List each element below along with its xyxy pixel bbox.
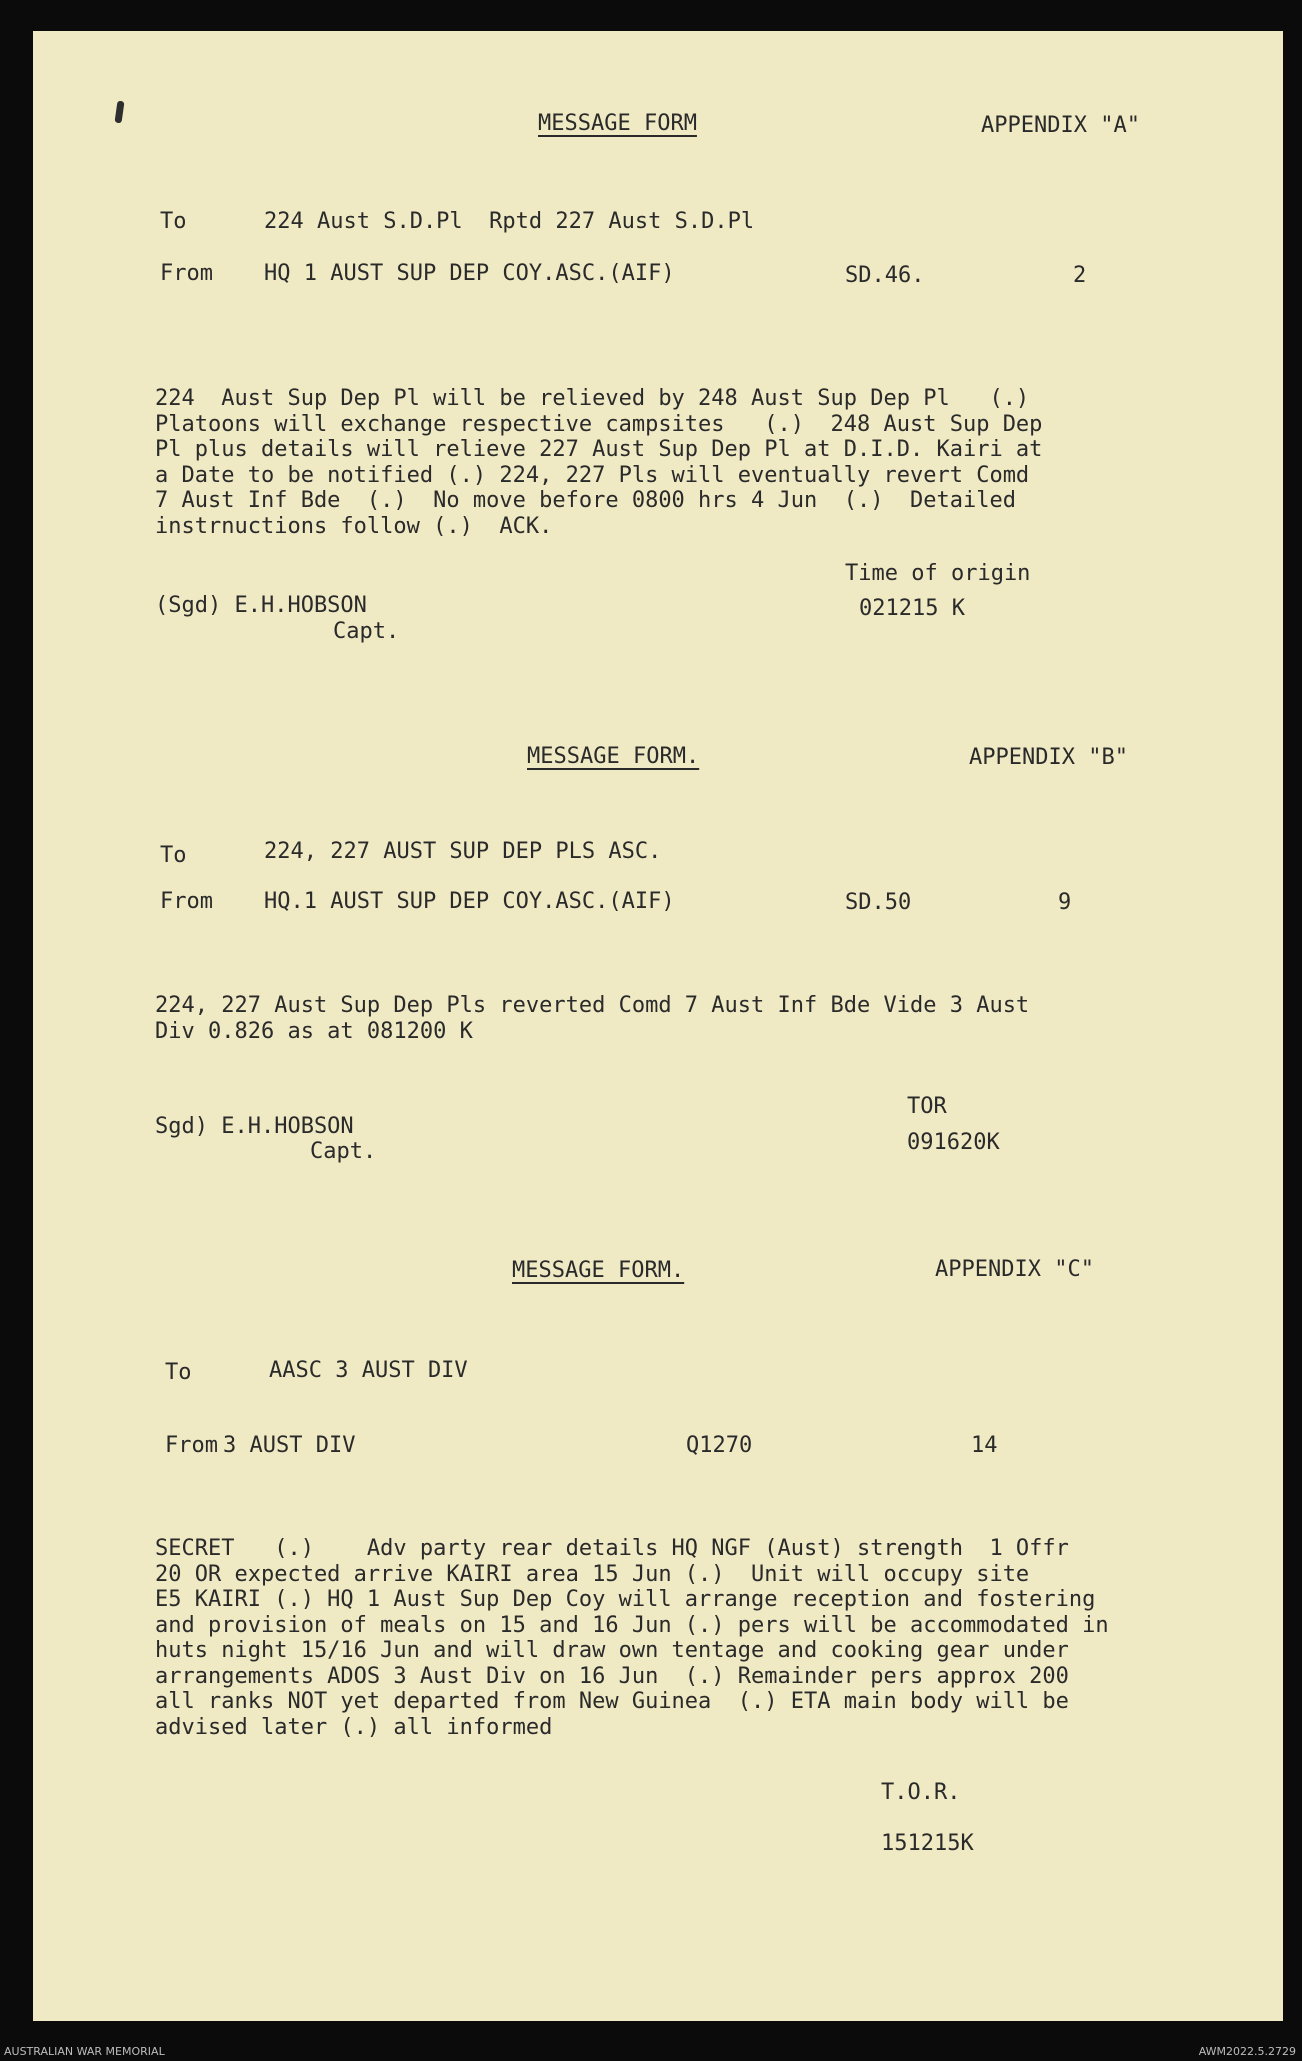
- time-of-origin-label: Time of origin: [845, 561, 1031, 586]
- message-body-c: SECRET (.) Adv party rear details HQ NGF (Aust) strength 1 Offr 20 OR expected arrive KAIRI area 15 Jun (.) Unit will occupy site E5 KAIRI (.) HQ 1 Aust Sup Dep Coy will arrange reception and fostering and provision of meals on 15 and 16 Jun (.) pers will be accommodated in huts night 15/16 Jun and will draw own tentage and cooking gear under arrangements ADOS 3 Aust Div on 16 Jun (.) Remainder pers approx 200 all ranks NOT yet departed from New Guinea (.) ETA main body will be advised later (.) all informed: [155, 1536, 1109, 1740]
- time-of-origin-value: 021215 K: [859, 596, 965, 621]
- form-title-c: MESSAGE FORM.: [512, 1258, 685, 1283]
- to-label-b: To: [160, 843, 187, 868]
- tor-label-b: TOR: [907, 1094, 947, 1119]
- tor-label-c: T.O.R.: [881, 1780, 961, 1805]
- tor-value-c: 151215K: [881, 1831, 974, 1856]
- ref-a: SD.46.: [845, 263, 925, 288]
- form-title-b: MESSAGE FORM.: [527, 744, 700, 769]
- to-label-c: To: [165, 1360, 192, 1385]
- message-body-a: 224 Aust Sup Dep Pl will be relieved by 248 Aust Sup Dep Pl (.) Platoons will exchange respective campsites (.) 248 Aust Sup Dep Pl plus details will relieve 227 Aust Sup Dep Pl at D.I.D. Kairi at a Date to be notified (.) 224, 227 Pls will eventually revert Comd 7 Aust Inf Bde (.) No move before 0800 hrs 4 Jun (.) Detailed instrnuctions follow (.) ACK.: [155, 386, 1043, 539]
- to-label-a: To: [160, 209, 187, 234]
- document-page: [33, 31, 1283, 2021]
- appendix-label-a: APPENDIX "A": [981, 113, 1140, 138]
- to-value-a: 224 Aust S.D.Pl Rptd 227 Aust S.D.Pl: [264, 209, 755, 234]
- from-label-c: From: [165, 1433, 218, 1458]
- rank-b: Capt.: [310, 1139, 377, 1164]
- footer-archive-name: AUSTRALIAN WAR MEMORIAL: [4, 2045, 165, 2058]
- from-value-b: HQ.1 AUST SUP DEP COY.ASC.(AIF): [264, 889, 675, 914]
- message-body-b: 224, 227 Aust Sup Dep Pls reverted Comd 7 Aust Inf Bde Vide 3 Aust Div 0.826 as at 081200 K: [155, 993, 1030, 1044]
- from-label-a: From: [160, 261, 213, 286]
- to-value-b: 224, 227 AUST SUP DEP PLS ASC.: [264, 839, 662, 864]
- rank-a: Capt.: [333, 619, 400, 644]
- signature-b: Sgd) E.H.HOBSON: [155, 1114, 354, 1139]
- ref-b: SD.50: [845, 890, 912, 915]
- ref-c: Q1270: [686, 1433, 753, 1458]
- ink-mark: [115, 101, 125, 124]
- signature-a: (Sgd) E.H.HOBSON: [155, 593, 367, 618]
- from-value-c: 3 AUST DIV: [223, 1433, 356, 1458]
- from-label-b: From: [160, 889, 213, 914]
- from-value-a: HQ 1 AUST SUP DEP COY.ASC.(AIF): [264, 261, 675, 286]
- form-title-a: MESSAGE FORM: [538, 111, 697, 136]
- to-value-c: AASC 3 AUST DIV: [269, 1358, 468, 1383]
- tor-value-b: 091620K: [907, 1130, 1000, 1155]
- footer-accession-number: AWM2022.5.2729: [1198, 2045, 1296, 2058]
- appendix-label-b: APPENDIX "B": [969, 745, 1128, 770]
- number-c: 14: [971, 1433, 998, 1458]
- appendix-label-c: APPENDIX "C": [935, 1257, 1094, 1282]
- number-b: 9: [1058, 890, 1072, 915]
- number-a: 2: [1073, 263, 1087, 288]
